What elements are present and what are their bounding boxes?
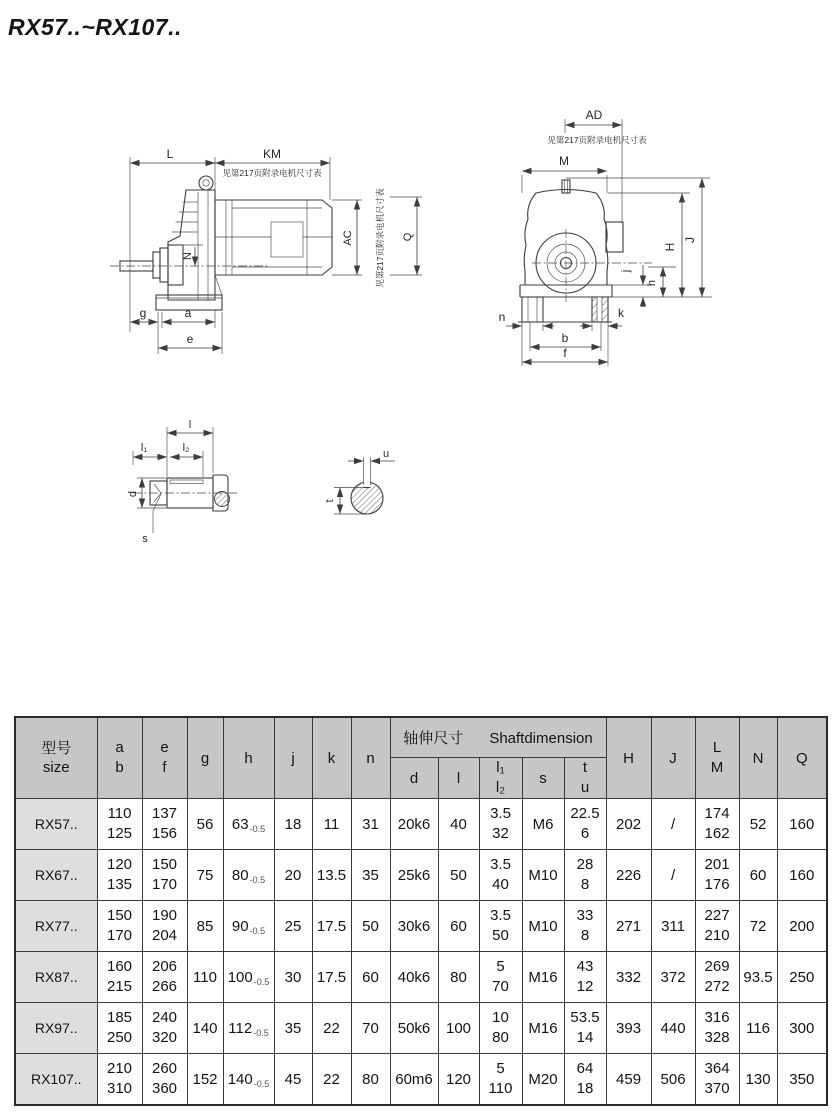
cell-l1l2: 3.5 50 [479,901,522,952]
dim-label-h: h [646,279,658,287]
dim-label-l1: l₁ [140,442,148,454]
header-M: M [710,759,724,776]
cell-N: 60 [739,850,777,901]
cell-s: M10 [522,901,564,952]
cell-H: 393 [606,1003,651,1054]
cell-LM: 227 210 [695,901,739,952]
table-row [15,1054,827,1106]
shaft-section-drawing [320,445,425,530]
cell-l: 50 [438,850,479,901]
cell-k: 11 [312,799,351,850]
cell-k: 17.5 [312,952,351,1003]
header-ab [97,717,142,799]
cell-N: 72 [739,901,777,952]
cell-k: 17.5 [312,901,351,952]
cell-J: 506 [651,1054,695,1106]
cell-size: RX67.. [15,850,97,901]
cell-H: 226 [606,850,651,901]
cell-l1l2: 5 70 [479,952,522,1003]
cell-size: RX57.. [15,799,97,850]
cell-n: 70 [351,1003,390,1054]
cell-s: M20 [522,1054,564,1106]
cell-l1l2: 10 80 [479,1003,522,1054]
cell-N: 116 [739,1003,777,1054]
cell-h: $80_{-0.5}$ [223,850,274,901]
cell-Q: 160 [777,850,827,901]
cell-g: 110 [187,952,223,1003]
cell-J: / [651,799,695,850]
header-L: L [712,739,722,756]
cell-s: M16 [522,1003,564,1054]
header-H: H [606,717,651,799]
cell-g: 56 [187,799,223,850]
header-ef [142,717,187,799]
cell-n: 35 [351,850,390,901]
dim-label-KM: KM [263,147,281,161]
dim-label-d: d [127,490,139,498]
cell-n: 60 [351,952,390,1003]
cell-l: 120 [438,1054,479,1106]
cell-H: 271 [606,901,651,952]
header-h: h [223,717,274,799]
cell-d: 30k6 [390,901,438,952]
dim-label-f: f [563,346,567,360]
cell-Q: 250 [777,952,827,1003]
cell-tu: 28 8 [564,850,606,901]
cell-g: 75 [187,850,223,901]
cell-h: $112_{-0.5}$ [223,1003,274,1054]
table-row [15,952,827,1003]
header-j: j [274,717,312,799]
cell-Q: 200 [777,901,827,952]
cell-d: 50k6 [390,1003,438,1054]
dim-label-Q: Q [402,232,414,242]
cell-N: 130 [739,1054,777,1106]
cell-k: 22 [312,1054,351,1106]
cell-size: RX107.. [15,1054,97,1106]
header-b: b [115,759,124,776]
cell-LM: 269 272 [695,952,739,1003]
cell-l1l2: 3.5 40 [479,850,522,901]
dim-label-H: H [663,242,677,252]
cell-l: 60 [438,901,479,952]
side-view-drawing [100,140,440,362]
header-t: t [582,759,588,776]
cell-N: 52 [739,799,777,850]
cell-h: $140_{-0.5}$ [223,1054,274,1106]
cell-tu: 33 8 [564,901,606,952]
cell-LM: 364 370 [695,1054,739,1106]
cell-J: 311 [651,901,695,952]
page-title: RX57..~RX107.. [8,14,182,40]
table-row [15,850,827,901]
header-Q: Q [777,717,827,799]
dim-label-e: e [186,332,194,346]
cell-g: 140 [187,1003,223,1054]
cell-size: RX77.. [15,901,97,952]
header-s: s [522,758,564,799]
header-k: k [312,717,351,799]
table-row [15,901,827,952]
header-tu [564,758,606,799]
header-l1l2 [479,758,522,799]
header-f: f [162,759,167,776]
cell-j: 20 [274,850,312,901]
cell-g: 152 [187,1054,223,1106]
header-N: N [739,717,777,799]
dim-label-j: j [620,269,632,273]
cell-l1l2: 5 110 [479,1054,522,1106]
dim-label-a: a [184,306,192,320]
table-row [15,1003,827,1054]
cell-LM: 316 328 [695,1003,739,1054]
dim-label-AD: AD [585,108,603,122]
cell-k: 13.5 [312,850,351,901]
cell-ab: 120 135 [97,850,142,901]
dim-label-M: M [559,154,569,168]
cell-n: 80 [351,1054,390,1106]
header-J: J [651,717,695,799]
dim-label-AC: AC [342,230,354,246]
cell-ef: 240 320 [142,1003,187,1054]
dim-label-N: N [182,252,194,260]
cell-h: $100_{-0.5}$ [223,952,274,1003]
cell-Q: 160 [777,799,827,850]
dim-label-l: l [188,419,192,431]
header-e: e [160,739,169,756]
cell-d: 60m6 [390,1054,438,1106]
cell-ef: 150 170 [142,850,187,901]
cell-l: 100 [438,1003,479,1054]
cell-j: 18 [274,799,312,850]
cell-l: 40 [438,799,479,850]
header-n: n [351,717,390,799]
cell-h: $63_{-0.5}$ [223,799,274,850]
cell-H: 332 [606,952,651,1003]
cell-ab: 210 310 [97,1054,142,1106]
cell-n: 31 [351,799,390,850]
cell-H: 202 [606,799,651,850]
cell-j: 35 [274,1003,312,1054]
cell-LM: 201 176 [695,850,739,901]
cell-LM: 174 162 [695,799,739,850]
header-shaft-cn: 轴伸尺寸 [403,730,464,747]
cell-N: 93.5 [739,952,777,1003]
cell-d: 40k6 [390,952,438,1003]
header-d: d [390,758,438,799]
table-row [15,799,827,850]
front-view-drawing [480,95,725,380]
cell-tu: 53.5 14 [564,1003,606,1054]
cell-Q: 300 [777,1003,827,1054]
motor-note-text-vertical: 见第217页附录电机尺寸表 [375,188,385,288]
cell-d: 20k6 [390,799,438,850]
header-l1: l₁ [496,759,505,776]
header-size-cn: 型号 [41,740,72,757]
cell-d: 25k6 [390,850,438,901]
cell-ab: 110 125 [97,799,142,850]
cell-J: / [651,850,695,901]
header-u: u [580,779,590,796]
header-LM [695,717,739,799]
cell-ab: 160 215 [97,952,142,1003]
cell-tu: 22.5 6 [564,799,606,850]
dimension-table [14,716,828,1106]
dim-label-g: g [139,306,147,320]
cell-s: M6 [522,799,564,850]
motor-note-text-front: 见第217页附录电机尺寸表 [547,135,647,145]
header-shaft-dimension-group [390,717,606,758]
cell-g: 85 [187,901,223,952]
cell-j: 30 [274,952,312,1003]
cell-Q: 350 [777,1054,827,1106]
cell-k: 22 [312,1003,351,1054]
cell-n: 50 [351,901,390,952]
cell-J: 372 [651,952,695,1003]
motor-note-text: 见第217页附录电机尺寸表 [222,168,322,178]
dim-label-b: b [561,331,569,345]
header-size [15,717,97,799]
cell-s: M10 [522,850,564,901]
cell-ab: 150 170 [97,901,142,952]
cell-l: 80 [438,952,479,1003]
dim-label-l2: l₂ [182,442,190,454]
cell-tu: 64 18 [564,1054,606,1106]
cell-H: 459 [606,1054,651,1106]
cell-ef: 137 156 [142,799,187,850]
dim-label-J: J [683,237,697,243]
shaft-detail-drawing [125,415,340,555]
cell-j: 45 [274,1054,312,1106]
header-a: a [115,739,124,756]
cell-J: 440 [651,1003,695,1054]
cell-ab: 185 250 [97,1003,142,1054]
cell-l1l2: 3.5 32 [479,799,522,850]
dim-label-n: n [498,310,506,324]
cell-s: M16 [522,952,564,1003]
cell-ef: 190 204 [142,901,187,952]
dim-label-s: s [142,533,148,545]
cell-size: RX87.. [15,952,97,1003]
header-l2: l₂ [495,779,506,796]
cell-tu: 43 12 [564,952,606,1003]
dim-label-t: t [324,499,336,503]
cell-h: $90_{-0.5}$ [223,901,274,952]
cell-ef: 206 266 [142,952,187,1003]
cell-j: 25 [274,901,312,952]
dim-label-k: k [618,306,624,320]
cell-size: RX97.. [15,1003,97,1054]
header-g: g [187,717,223,799]
cell-ef: 260 360 [142,1054,187,1106]
header-shaft-en: Shaftdimension [489,730,593,747]
dim-label-L: L [166,147,174,161]
header-size-en: size [42,759,70,776]
header-l: l [438,758,479,799]
dim-label-u: u [382,448,390,460]
